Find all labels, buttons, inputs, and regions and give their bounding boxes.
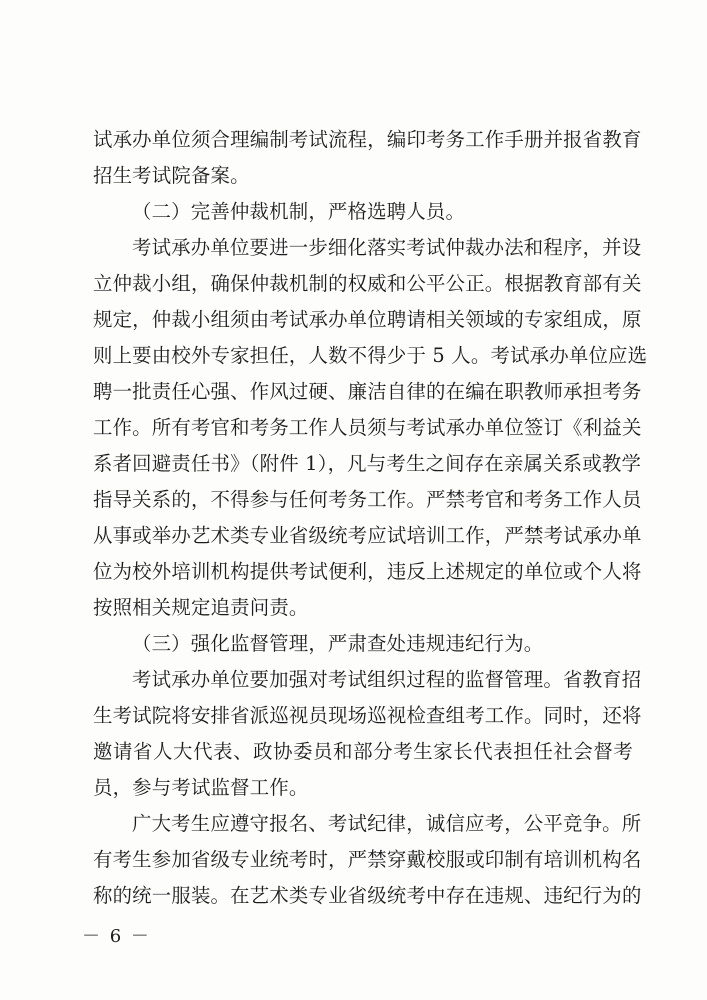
body-text-line: 位为校外培训机构提供考试便利，违反上述规定的单位或个人将 xyxy=(93,560,642,583)
body-text-line: 生考试院将安排省派巡视员现场巡视检查组考工作。同时，还将 xyxy=(93,704,642,727)
body-text-line: 考试承办单位要进一步细化落实考试仲裁办法和程序，并设 xyxy=(132,236,642,259)
body-text-line: 考试承办单位要加强对考试组织过程的监督管理。省教育招 xyxy=(132,668,642,691)
body-text-line: 聘一批责任心强、作风过硬、廉洁自律的在编在职教师承担考务 xyxy=(93,380,642,403)
body-text-line: 广大考生应遵守报名、考试纪律，诚信应考，公平竞争。所 xyxy=(132,812,642,835)
body-text-line: 规定，仲裁小组须由考试承办单位聘请相关领域的专家组成，原 xyxy=(93,308,642,331)
body-text-line: 邀请省人大代表、政协委员和部分考生家长代表担任社会督考 xyxy=(93,740,633,763)
body-text-line: 称的统一服装。在艺术类专业省级统考中存在违规、违纪行为的 xyxy=(93,884,642,907)
body-text-line: 指导关系的，不得参与任何考务工作。严禁考官和考务工作人员 xyxy=(93,488,642,511)
body-text-line: 系者回避责任书》（附件 1），凡与考生之间存在亲属关系或教学 xyxy=(93,452,642,475)
body-text-line: 按照相关规定追责问责。 xyxy=(93,596,309,619)
body-text-line: 招生考试院备案。 xyxy=(93,164,250,187)
body-text-line: 从事或举办艺术类专业省级统考应试培训工作，严禁考试承办单 xyxy=(93,524,642,547)
page-number: － 6 － xyxy=(82,926,151,947)
section-heading: （三）强化监督管理，严肃查处违规违纪行为。 xyxy=(132,632,544,655)
body-text-line: 立仲裁小组，确保仲裁机制的权威和公平公正。根据教育部有关 xyxy=(93,272,642,295)
body-text-line: 员，参与考试监督工作。 xyxy=(93,776,309,799)
body-text-line: 有考生参加省级专业统考时，严禁穿戴校服或印制有培训机构名 xyxy=(93,848,642,871)
body-text-line: 则上要由校外专家担任，人数不得少于 5 人。考试承办单位应选 xyxy=(93,344,648,367)
body-text-line: 试承办单位须合理编制考试流程，编印考务工作手册并报省教育 xyxy=(93,128,642,151)
section-heading: （二）完善仲裁机制，严格选聘人员。 xyxy=(132,200,466,223)
body-text-line: 工作。所有考官和考务工作人员须与考试承办单位签订《利益关 xyxy=(93,416,642,439)
